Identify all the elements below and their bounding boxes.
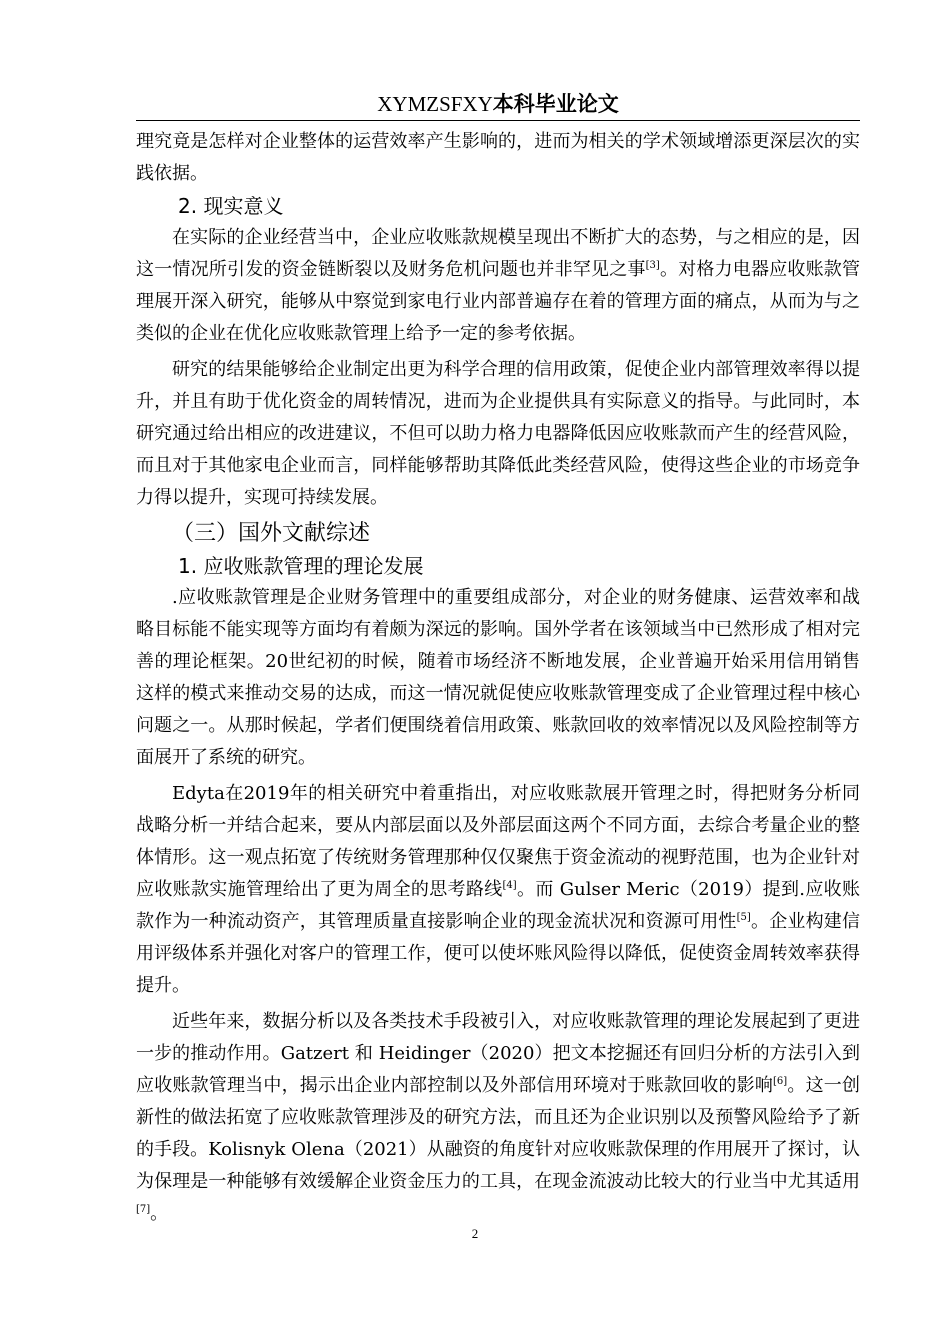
paragraph-continued: 理究竟是怎样对企业整体的运营效率产生影响的，进而为相关的学术领域增添更深层次的实践依据。 bbox=[136, 131, 860, 184]
heading-practical-significance: 2. 现实意义 bbox=[178, 194, 284, 218]
citation-5: [5] bbox=[736, 912, 751, 923]
citation-3: [3] bbox=[645, 260, 660, 271]
page-number: 2 bbox=[471, 1226, 479, 1241]
citation-4: [4] bbox=[502, 880, 517, 891]
p2-text-b: 。对格力电器应收账款管理展开深入研究，能够从中察觉到家电行业内部普遍存在着的管理方面的痛点，从而为与之类似的企业在优化应收账款管理上给予一定的参考依据。 bbox=[136, 259, 861, 344]
body-text bbox=[136, 126, 860, 1230]
paragraph-practical-2: 研究的结果能够给企业制定出更为科学合理的信用政策，促使企业内部管理效率得以提升，并且有助于优化资金的周转情况，进而为企业提供具有实际意义的指导。与此同时，本研究通过给出相应的改进建议，不但可以助力格力电器降低因应收账款而产生的经营风险，而且对于其他家电企业而言，同样能够帮助其降低此类经营风险，使得这些企业的市场竞争力得以提升，实现可持续发展。 bbox=[136, 359, 860, 508]
citation-7: [7] bbox=[136, 1204, 151, 1215]
paragraph-practical-1 bbox=[136, 222, 860, 350]
p5-text-a: Edyta在2019年的相关研究中着重指出，对应收账款展开管理之时，得把财务分析同战略分析一并结合起来，要从内部层面以及外部层面这两个不同方面，去综合考量企业的整体情形。这一观点拓宽了传统财务管理那种仅仅聚焦于资金流动的视野范围，也为企业针对应收账款实施管理给出了更为周全的思考路线 bbox=[136, 783, 860, 900]
paragraph-theory-3 bbox=[136, 1006, 860, 1230]
page-header bbox=[136, 88, 860, 121]
p5-text-b: 。而 Gulser Meric（2019）提到.应收账款作为一种流动资产，其管理质量直接影响企业的现金流状况和资源可用性 bbox=[136, 879, 860, 932]
p6-text-b: 。这一创新性的做法拓宽了应收账款管理涉及的研究方法，而且还为企业识别以及预警风险给予了新的手段。Kolisnyk Olena（2021）从融资的角度针对应收账款保理的作用展开了探讨，认为保理是一种能够有效缓解企业资金压力的工具，在现金流波动比较大的行业当中尤其适用 bbox=[136, 1075, 861, 1192]
header-code: XYMZSFXY bbox=[377, 92, 493, 116]
p6-text-a: 近些年来，数据分析以及各类技术手段被引入，对应收账款管理的理论发展起到了更进一步的推动作用。Gatzert 和 Heidinger（2020）把文本挖掘还有回归分析的方法引入到应收账款管理当中，揭示出企业内部控制以及外部信用环境对于账款回收的影响 bbox=[136, 1011, 860, 1096]
header-title: 本科毕业论文 bbox=[492, 92, 619, 116]
paragraph-theory-2 bbox=[136, 778, 860, 1002]
paragraph-theory-1: .应收账款管理是企业财务管理中的重要组成部分，对企业的财务健康、运营效率和战略目标能不能实现等方面均有着颇为深远的影响。国外学者在该领域当中已然形成了相对完善的理论框架。20世纪初的时候，随着市场经济不断地发展，企业普遍开始采用信用销售这样的模式来推动交易的达成，而这一情况就促使应收账款管理变成了企业管理过程中核心问题之一。从那时候起，学者们便围绕着信用政策、账款回收的效率情况以及风险控制等方面展开了系统的研究。 bbox=[136, 587, 860, 768]
p5-text-c: 。企业构建信用评级体系并强化对客户的管理工作，便可以使坏账风险得以降低，促使资金周转效率获得提升。 bbox=[136, 911, 861, 996]
heading-foreign-literature: （三）国外文献综述 bbox=[172, 521, 371, 546]
p6-text-c: 。 bbox=[150, 1203, 169, 1224]
p2-text-a: 在实际的企业经营当中，企业应收账款规模呈现出不断扩大的态势，与之相应的是，因这一情况所引发的资金链断裂以及财务危机问题也并非罕见之事 bbox=[136, 227, 860, 280]
heading-theory-development: 1. 应收账款管理的理论发展 bbox=[178, 554, 424, 578]
citation-6: [6] bbox=[773, 1076, 788, 1087]
